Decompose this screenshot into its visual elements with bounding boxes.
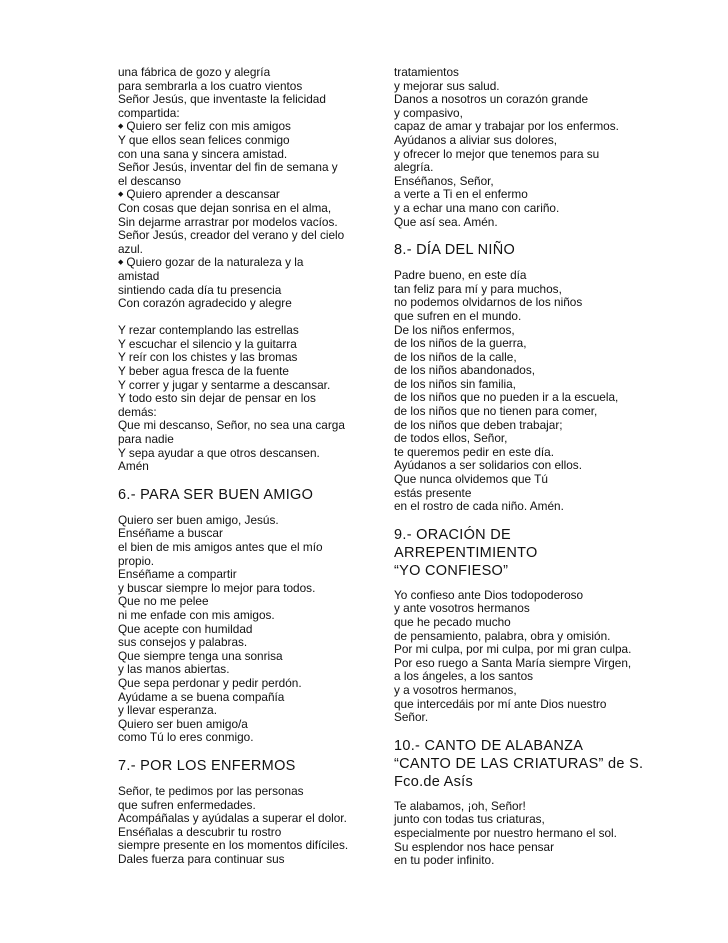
text-line: y ofrecer lo mejor que tenemos para su: [394, 146, 600, 161]
section-heading: Fco.de Asís: [394, 773, 474, 790]
text-line: de los niños que deben trabajar;: [394, 417, 563, 432]
text-line: sintiendo cada día tu presencia: [118, 282, 282, 297]
text-line: siempre presente en los momentos difíciles.: [118, 838, 349, 853]
bullet-line: ◆ Quiero ser feliz con mis amigos: [118, 120, 364, 134]
text-line: y a echar una mano con cariño.: [394, 200, 560, 215]
text-line: Ayúdame a se buena compañía: [118, 689, 285, 704]
section-heading: 9.- ORACIÓN DE: [394, 526, 511, 543]
text-line: alegría.: [394, 160, 434, 175]
text-line: junto con todas tus criaturas,: [394, 812, 545, 827]
text-line: Enséñame a buscar: [118, 526, 223, 541]
text-line: Enséñanos, Señor,: [394, 173, 494, 188]
text-line: de los niños que no pueden ir a la escuela,: [394, 390, 619, 405]
text-line: para nadie: [118, 432, 174, 447]
text-line: demás:: [118, 404, 157, 419]
text-line: en tu poder infinito.: [394, 853, 495, 868]
text-line: Y todo esto sin dejar de pensar en los: [118, 391, 316, 406]
text-line: Que siempre tenga una sonrisa: [118, 648, 283, 663]
text-line: sus consejos y palabras.: [118, 635, 248, 650]
text-line: de los niños sin familia,: [394, 376, 516, 391]
text-line: De los niños enfermos,: [394, 322, 515, 337]
text-line: el bien de mis amigos antes que el mío: [118, 540, 323, 554]
text-line: el descanso: [118, 173, 181, 188]
text-line: propio.: [118, 553, 155, 568]
text-line: y las manos abiertas.: [118, 662, 230, 677]
text-line: Que así sea. Amén.: [394, 214, 498, 229]
text-line: Señor.: [394, 710, 429, 725]
text-line: Danos a nosotros un corazón grande: [394, 92, 589, 107]
text-line: azul.: [118, 241, 143, 256]
text-line: y llevar esperanza.: [118, 703, 218, 718]
right-column: [394, 66, 644, 868]
text-line: de los niños que no tienen para comer,: [394, 404, 598, 419]
text-line: especialmente por nuestro hermano el sol.: [394, 825, 617, 840]
section-heading: 8.- DÍA DEL NIÑO: [394, 242, 516, 259]
section-gap: [118, 745, 364, 757]
bullet-line: ◆ Quiero gozar de la naturaleza y la: [118, 256, 364, 270]
text-line: Y beber agua fresca de la fuente: [118, 364, 289, 379]
left-column: [118, 66, 364, 866]
text-line: que he pecado mucho: [394, 615, 511, 629]
section-heading: 7.- POR LOS ENFERMOS: [118, 757, 296, 774]
text-line: capaz de amar y trabajar por los enfermos.: [394, 119, 619, 134]
text-line: Que nunca olvidemos que Tú: [394, 472, 548, 487]
text-line: Y escuchar el silencio y la guitarra: [118, 336, 297, 351]
text-line: Enséñame a compartir: [118, 567, 237, 582]
text-line: a verte a Ti en el enfermo: [394, 187, 528, 202]
section-heading: “YO CONFIESO”: [394, 562, 509, 579]
text-line: compartida:: [118, 105, 180, 120]
text-line: Que mi descanso, Señor, no sea una carga: [118, 418, 345, 433]
text-line: Por mi culpa, por mi culpa, por mi gran culpa.: [394, 642, 632, 657]
text-line: Ayúdanos a ser solidarios con ellos.: [394, 458, 582, 473]
text-line: como Tú lo eres conmigo.: [118, 730, 254, 745]
text-line: estás presente: [394, 485, 472, 500]
text-line: amistad: [118, 268, 160, 283]
text-line: de los niños de la calle,: [394, 349, 517, 364]
text-line: de pensamiento, palabra, obra y omisión.: [394, 628, 611, 643]
text-line: Señor Jesús, que inventaste la felicidad: [118, 92, 326, 107]
section-heading: 6.- PARA SER BUEN AMIGO: [118, 486, 314, 503]
text-line: Te alabamos, ¡oh, Señor!: [394, 798, 526, 813]
text-line: Acompáñalas y ayúdalas a superar el dolor.: [118, 811, 347, 826]
text-line: Y correr y jugar y sentarme a descansar.: [118, 377, 331, 392]
text-line: en el rostro de cada niño. Amén.: [394, 499, 564, 514]
text-line: Con cosas que dejan sonrisa en el alma,: [118, 200, 332, 215]
text-line: Por eso ruego a Santa María siempre Virgen,: [394, 655, 632, 670]
text-line: Y que ellos sean felices conmigo: [118, 132, 290, 147]
text-line: ni me enfade con mis amigos.: [118, 607, 275, 622]
text-line: Y rezar contemplando las estrellas: [118, 323, 299, 338]
text-line: a los ángeles, a los santos: [394, 669, 534, 684]
section-gap: [118, 474, 364, 486]
text-line: Sin dejarme arrastrar por modelos vacíos.: [118, 214, 338, 229]
text-line: Enséñalas a descubrir tu rostro: [118, 824, 282, 839]
text-line: y compasivo,: [394, 105, 463, 120]
text-line: que sufren en el mundo.: [394, 308, 522, 323]
text-line: de los niños de la guerra,: [394, 336, 527, 351]
section-heading: 10.- CANTO DE ALABANZA: [394, 737, 584, 754]
text-line: Señor Jesús, creador del verano y del cielo: [118, 228, 345, 243]
text-line: Que acepte con humildad: [118, 621, 253, 636]
text-line: Señor Jesús, inventar del fin de semana y: [118, 160, 338, 175]
text-line: no podemos olvidarnos de los niños: [394, 295, 583, 310]
text-line: Con corazón agradecido y alegre: [118, 296, 292, 311]
text-line: con una sana y sincera amistad.: [118, 146, 288, 161]
text-line: Amén: [118, 459, 149, 474]
section-gap: [394, 514, 644, 526]
text-line: y a vosotros hermanos,: [394, 682, 517, 697]
text-line: Padre bueno, en este día: [394, 268, 527, 283]
section-heading: ARREPENTIMIENTO: [394, 544, 538, 561]
text-line: tratamientos: [394, 65, 459, 79]
text-line: Que no me pelee: [118, 594, 209, 609]
text-line: para sembrarla a los cuatro vientos: [118, 78, 303, 93]
text-line: Que sepa perdonar y pedir perdón.: [118, 675, 302, 690]
paragraph-gap: [118, 311, 364, 325]
text-line: Quiero ser buen amigo/a: [118, 716, 248, 731]
text-line: de los niños abandonados,: [394, 363, 536, 378]
text-line: y mejorar sus salud.: [394, 78, 500, 93]
text-line: que intercedáis por mí ante Dios nuestro: [394, 696, 607, 711]
text-line: Ayúdanos a aliviar sus dolores,: [394, 132, 558, 147]
text-line: y ante vosotros hermanos: [394, 601, 530, 616]
text-line: una fábrica de gozo y alegría: [118, 65, 271, 79]
text-line: Su esplendor nos hace pensar: [394, 839, 555, 854]
text-line: Yo confieso ante Dios todopoderoso: [394, 587, 584, 602]
text-line: de todos ellos, Señor,: [394, 431, 508, 446]
section-heading: “CANTO DE LAS CRIATURAS” de S.: [394, 755, 644, 772]
section-gap: [394, 725, 644, 737]
text-line: Quiero ser buen amigo, Jesús.: [118, 512, 279, 527]
text-line: Y reír con los chistes y las bromas: [118, 350, 298, 365]
bullet-line: ◆ Quiero aprender a descansar: [118, 188, 364, 202]
text-line: te queremos pedir en este día.: [394, 444, 555, 459]
text-line: que sufren enfermedades.: [118, 797, 256, 812]
text-line: Señor, te pedimos por las personas: [118, 783, 304, 798]
section-gap: [394, 229, 644, 241]
text-line: Dales fuerza para continuar sus: [118, 851, 285, 866]
text-line: y buscar siempre lo mejor para todos.: [118, 580, 316, 595]
text-line: tan feliz para mí y para muchos,: [394, 281, 562, 296]
text-line: Y sepa ayudar a que otros descansen.: [118, 445, 320, 460]
